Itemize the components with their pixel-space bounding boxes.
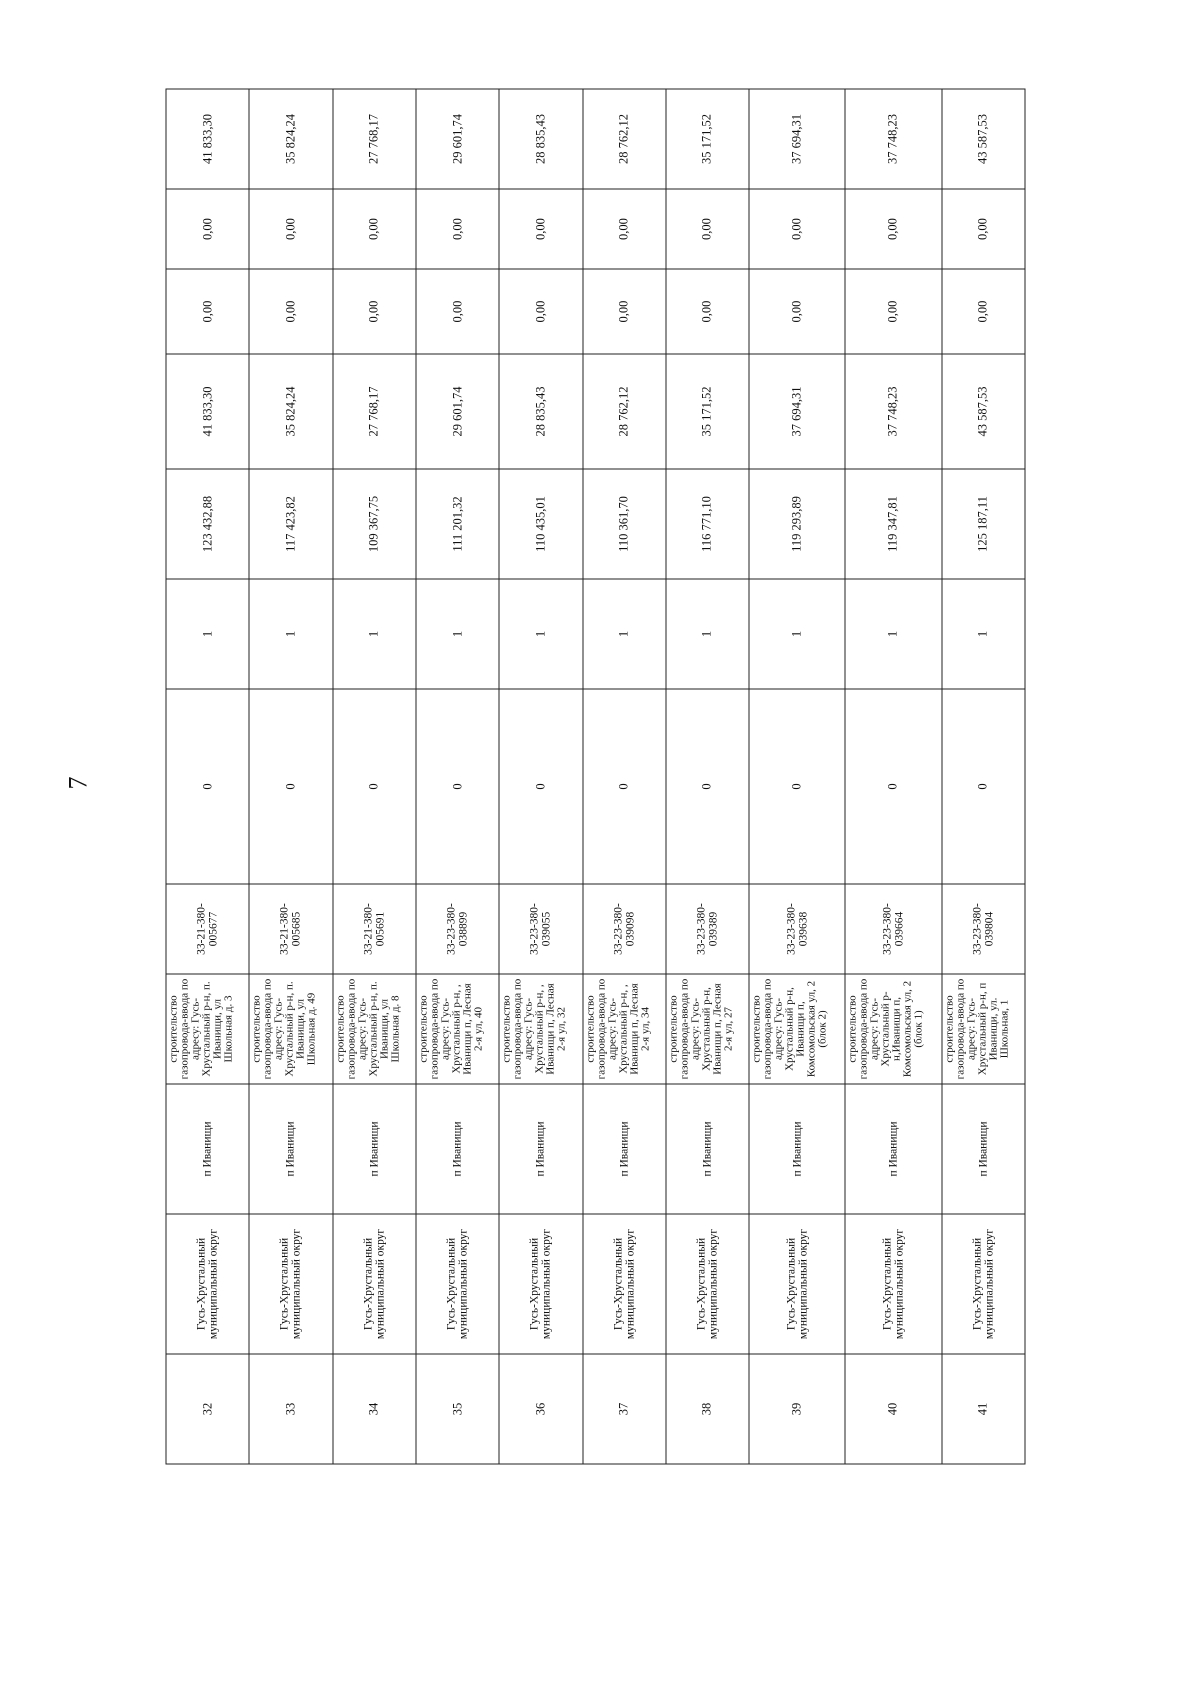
amount-cell: 37 748,23 — [845, 354, 941, 469]
table-row — [942, 89, 1025, 1464]
object-code-cell: 33-21-380-005691 — [333, 884, 416, 974]
locality-cell: п Иванищи — [583, 1084, 666, 1214]
count-one-cell: 1 — [499, 579, 582, 689]
zero-amount-cell: 0,00 — [499, 269, 582, 354]
count-zero-cell: 0 — [666, 689, 749, 884]
total-cost-cell: 123 432,88 — [166, 469, 249, 579]
locality-cell: п Иванищи — [416, 1084, 499, 1214]
zero-amount-cell: 0,00 — [249, 269, 332, 354]
count-one-cell: 1 — [333, 579, 416, 689]
table-row — [166, 89, 249, 1464]
table-row — [583, 89, 666, 1464]
zero-amount-cell: 0,00 — [583, 269, 666, 354]
count-zero-cell: 0 — [416, 689, 499, 884]
total-cost-cell: 119 293,89 — [749, 469, 845, 579]
total-cost-cell: 119 347,81 — [845, 469, 941, 579]
zero-amount-cell: 0,00 — [333, 189, 416, 269]
row-number: 39 — [749, 1354, 845, 1464]
amount-cell: 35 824,24 — [249, 354, 332, 469]
district-cell: Гусь-Хрустальный муниципальный округ — [249, 1214, 332, 1354]
district-cell: Гусь-Хрустальный муниципальный округ — [499, 1214, 582, 1354]
zero-amount-cell: 0,00 — [416, 189, 499, 269]
description-cell: строительство газопровода-ввода по адресу: Гусь-Хрустальный р-н, Иванищи п, Лесная 2-я ул, 27 — [666, 974, 749, 1084]
count-zero-cell: 0 — [845, 689, 941, 884]
zero-amount-cell: 0,00 — [166, 189, 249, 269]
count-one-cell: 1 — [942, 579, 1025, 689]
total-cost-cell: 110 361,70 — [583, 469, 666, 579]
table-row — [666, 89, 749, 1464]
row-number: 37 — [583, 1354, 666, 1464]
table-row — [749, 89, 845, 1464]
amount-cell: 41 833,30 — [166, 354, 249, 469]
total-cost-cell: 109 367,75 — [333, 469, 416, 579]
funding-amount-cell: 35 824,24 — [249, 89, 332, 189]
zero-amount-cell: 0,00 — [749, 269, 845, 354]
table-row — [416, 89, 499, 1464]
amount-cell: 43 587,53 — [942, 354, 1025, 469]
description-cell: строительство газопровода-ввода по адресу: Гусь-Хрустальный р-н, , Иванищи п, Лесная 2-я ул, 34 — [583, 974, 666, 1084]
district-cell: Гусь-Хрустальный муниципальный округ — [749, 1214, 845, 1354]
total-cost-cell: 125 187,11 — [942, 469, 1025, 579]
funding-amount-cell: 37 694,31 — [749, 89, 845, 189]
object-code-cell: 33-23-380-039055 — [499, 884, 582, 974]
funding-amount-cell: 28 835,43 — [499, 89, 582, 189]
funding-amount-cell: 41 833,30 — [166, 89, 249, 189]
funding-amount-cell: 28 762,12 — [583, 89, 666, 189]
description-cell: строительство газопровода-ввода по адресу: Гусь-Хрустальный р-н, п. Иванищи, ул Школьная д. 8 — [333, 974, 416, 1084]
count-zero-cell: 0 — [499, 689, 582, 884]
table-row — [845, 89, 941, 1464]
object-code-cell: 33-23-380-039664 — [845, 884, 941, 974]
table-row — [249, 89, 332, 1464]
count-one-cell: 1 — [749, 579, 845, 689]
zero-amount-cell: 0,00 — [845, 189, 941, 269]
table-row — [499, 89, 582, 1464]
district-cell: Гусь-Хрустальный муниципальный округ — [942, 1214, 1025, 1354]
description-cell: строительство газопровода-ввода по адресу: Гусь-Хрустальный р-н, п. Иванищи, ул Школьная д. 3 — [166, 974, 249, 1084]
total-cost-cell: 117 423,82 — [249, 469, 332, 579]
locality-cell: п Иванищи — [166, 1084, 249, 1214]
total-cost-cell: 110 435,01 — [499, 469, 582, 579]
zero-amount-cell: 0,00 — [166, 269, 249, 354]
zero-amount-cell: 0,00 — [942, 189, 1025, 269]
row-number: 33 — [249, 1354, 332, 1464]
count-one-cell: 1 — [416, 579, 499, 689]
zero-amount-cell: 0,00 — [666, 189, 749, 269]
object-code-cell: 33-23-380-039098 — [583, 884, 666, 974]
zero-amount-cell: 0,00 — [583, 189, 666, 269]
table-row — [333, 89, 416, 1464]
count-one-cell: 1 — [845, 579, 941, 689]
count-zero-cell: 0 — [166, 689, 249, 884]
count-zero-cell: 0 — [249, 689, 332, 884]
amount-cell: 28 835,43 — [499, 354, 582, 469]
locality-cell: п Иванищи — [845, 1084, 941, 1214]
description-cell: строительство газопровода-ввода по адресу: Гусь-Хрустальный р-н, Иванищи п, Комсомольская ул, 2 (блок 2) — [749, 974, 845, 1084]
row-number: 40 — [845, 1354, 941, 1464]
district-cell: Гусь-Хрустальный муниципальный округ — [845, 1214, 941, 1354]
object-code-cell: 33-23-380-039638 — [749, 884, 845, 974]
district-cell: Гусь-Хрустальный муниципальный округ — [166, 1214, 249, 1354]
description-cell: строительство газопровода-ввода по адресу: Гусь-Хрустальный р-н,Иванищи п, Комсомольская ул, 2 (блок 1) — [845, 974, 941, 1084]
row-number: 35 — [416, 1354, 499, 1464]
row-number: 38 — [666, 1354, 749, 1464]
count-one-cell: 1 — [166, 579, 249, 689]
amount-cell: 28 762,12 — [583, 354, 666, 469]
object-code-cell: 33-21-380-005685 — [249, 884, 332, 974]
object-code-cell: 33-23-380-038899 — [416, 884, 499, 974]
page-number: 7 — [63, 776, 93, 790]
description-cell: строительство газопровода-ввода по адресу: Гусь-Хрустальный р-н, п. Иванищи, ул Школьная д. 49 — [249, 974, 332, 1084]
funding-amount-cell: 37 748,23 — [845, 89, 941, 189]
object-code-cell: 33-21-380-005677 — [166, 884, 249, 974]
funding-amount-cell: 29 601,74 — [416, 89, 499, 189]
zero-amount-cell: 0,00 — [499, 189, 582, 269]
count-one-cell: 1 — [583, 579, 666, 689]
row-number: 32 — [166, 1354, 249, 1464]
locality-cell: п Иванищи — [249, 1084, 332, 1214]
description-cell: строительство газопровода-ввода по адресу: Гусь-Хрустальный р-н, , Иванищи п, Лесная 2-я ул, 40 — [416, 974, 499, 1084]
table-body — [166, 89, 1025, 1464]
funding-amount-cell: 27 768,17 — [333, 89, 416, 189]
description-cell: строительство газопровода-ввода по адресу: Гусь-Хрустальный р-н, п Иванищи, ул. Школьная, 1 — [942, 974, 1025, 1084]
zero-amount-cell: 0,00 — [333, 269, 416, 354]
district-cell: Гусь-Хрустальный муниципальный округ — [416, 1214, 499, 1354]
row-number: 34 — [333, 1354, 416, 1464]
row-number: 41 — [942, 1354, 1025, 1464]
locality-cell: п Иванищи — [666, 1084, 749, 1214]
locality-cell: п Иванищи — [749, 1084, 845, 1214]
zero-amount-cell: 0,00 — [845, 269, 941, 354]
count-zero-cell: 0 — [942, 689, 1025, 884]
total-cost-cell: 116 771,10 — [666, 469, 749, 579]
district-cell: Гусь-Хрустальный муниципальный округ — [666, 1214, 749, 1354]
amount-cell: 29 601,74 — [416, 354, 499, 469]
count-zero-cell: 0 — [333, 689, 416, 884]
count-one-cell: 1 — [666, 579, 749, 689]
district-cell: Гусь-Хрустальный муниципальный округ — [583, 1214, 666, 1354]
amount-cell: 35 171,52 — [666, 354, 749, 469]
funding-amount-cell: 35 171,52 — [666, 89, 749, 189]
locality-cell: п Иванищи — [942, 1084, 1025, 1214]
count-one-cell: 1 — [249, 579, 332, 689]
object-code-cell: 33-23-380-039804 — [942, 884, 1025, 974]
total-cost-cell: 111 201,32 — [416, 469, 499, 579]
zero-amount-cell: 0,00 — [749, 189, 845, 269]
amount-cell: 37 694,31 — [749, 354, 845, 469]
locality-cell: п Иванищи — [333, 1084, 416, 1214]
table-container — [166, 100, 1026, 1465]
zero-amount-cell: 0,00 — [416, 269, 499, 354]
district-cell: Гусь-Хрустальный муниципальный округ — [333, 1214, 416, 1354]
object-code-cell: 33-23-380-039389 — [666, 884, 749, 974]
zero-amount-cell: 0,00 — [249, 189, 332, 269]
count-zero-cell: 0 — [749, 689, 845, 884]
funding-amount-cell: 43 587,53 — [942, 89, 1025, 189]
data-table — [166, 89, 1026, 1465]
amount-cell: 27 768,17 — [333, 354, 416, 469]
description-cell: строительство газопровода-ввода по адресу: Гусь-Хрустальный р-н, , Иванищи п, Лесная 2-я ул, 32 — [499, 974, 582, 1084]
count-zero-cell: 0 — [583, 689, 666, 884]
row-number: 36 — [499, 1354, 582, 1464]
zero-amount-cell: 0,00 — [942, 269, 1025, 354]
zero-amount-cell: 0,00 — [666, 269, 749, 354]
locality-cell: п Иванищи — [499, 1084, 582, 1214]
